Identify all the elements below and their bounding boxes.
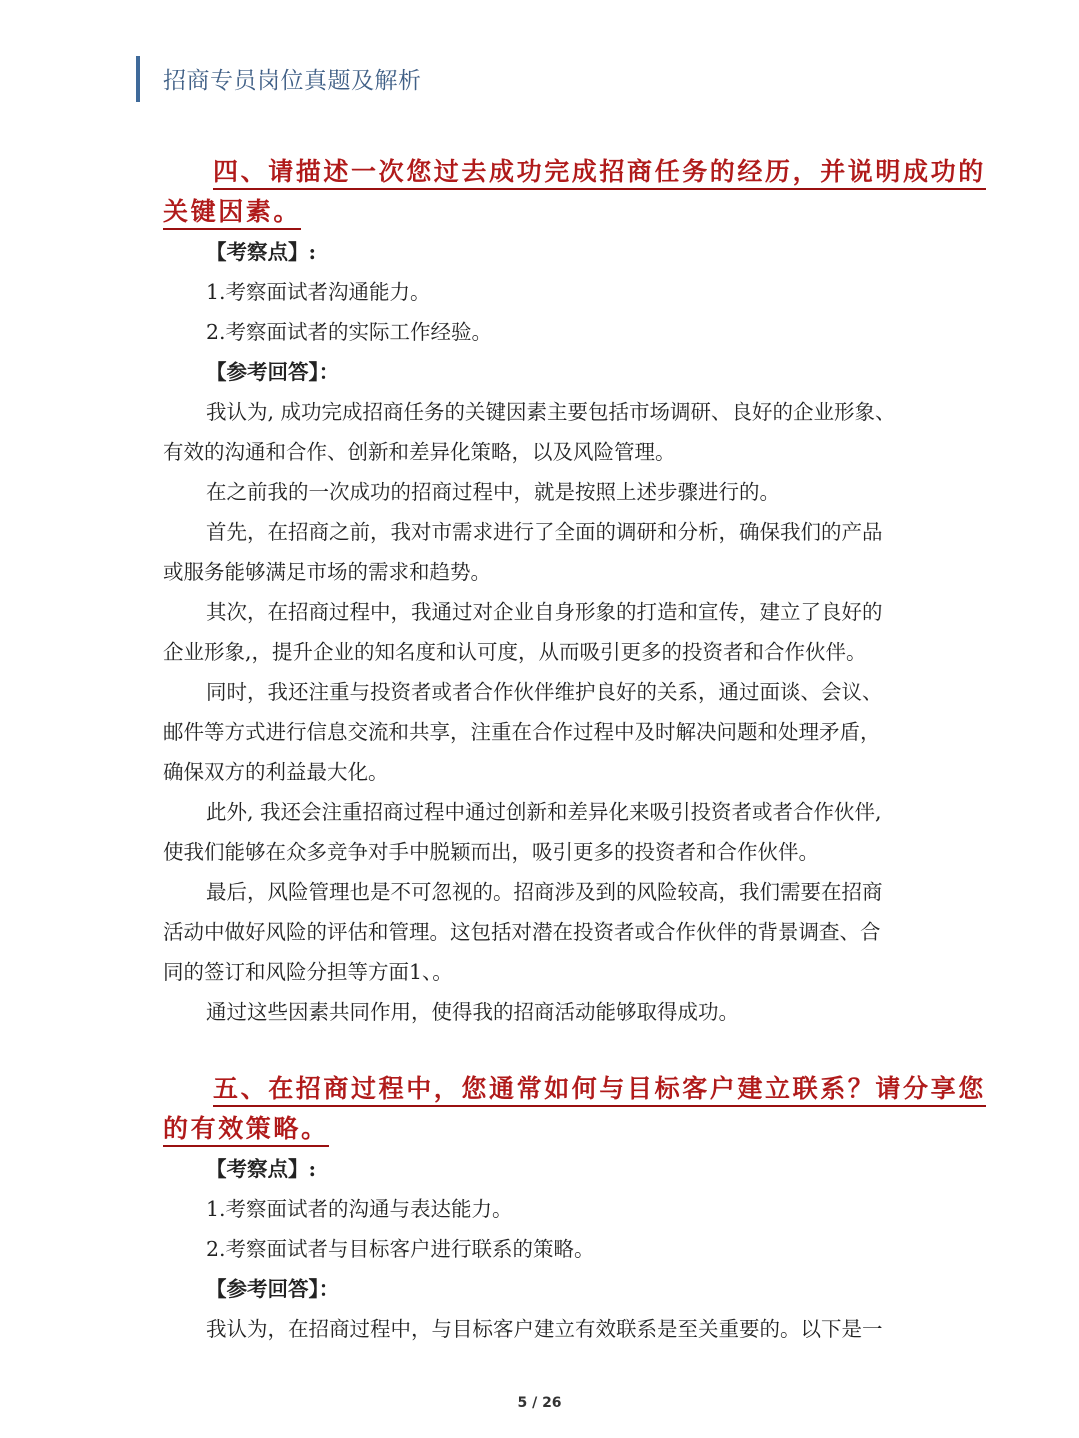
- paragraph-line: 我认为，在招商过程中，与目标客户建立有效联系是至关重要的。以下是一: [206, 1317, 883, 1341]
- page-number: [0, 1395, 1079, 1411]
- answer-paragraph: [163, 792, 923, 872]
- question-heading-text: 五、在招商过程中，您通常如何与目标客户建立联系？请分享您: [213, 1074, 986, 1107]
- assessment-point: 1.考察面试者的沟通与表达能力。: [206, 1197, 513, 1221]
- question-heading-line: [163, 1109, 923, 1149]
- paragraph-line: 通过这些因素共同作用，使得我的招商活动能够取得成功。: [206, 1000, 739, 1024]
- page-separator: /: [532, 1395, 538, 1411]
- paragraph-line: 同时，我还注重与投资者或者合作伙伴维护良好的关系，通过面谈、会议、: [206, 680, 883, 704]
- answer-paragraph: [163, 472, 923, 512]
- paragraph-line: 在之前我的一次成功的招商过程中，就是按照上述步骤进行的。: [206, 480, 780, 504]
- assessment-point: 1.考察面试者沟通能力。: [206, 280, 431, 304]
- paragraph-line: 同的签订和风险分担等方面1、。: [163, 960, 453, 984]
- answer-paragraph: [163, 392, 923, 472]
- paragraph-line: 确保双方的利益最大化。: [163, 760, 389, 784]
- question-heading-text: 关键因素。: [163, 197, 301, 230]
- answer-paragraph: [163, 512, 923, 592]
- header-accent-bar: [136, 56, 140, 102]
- question-heading-line: [163, 152, 986, 192]
- document-header-title: 招商专员岗位真题及解析: [163, 68, 422, 94]
- reference-answer-label: 【参考回答】：: [206, 360, 340, 384]
- question-heading-line: [163, 192, 923, 232]
- question-heading-text: 四、请描述一次您过去成功完成招商任务的经历，并说明成功的: [213, 157, 986, 190]
- paragraph-line: 我认为, 成功完成招商任务的关键因素主要包括市场调研、良好的企业形象、: [206, 400, 896, 424]
- assessment-point: 2.考察面试者的实际工作经验。: [206, 320, 493, 344]
- page-total: 26: [542, 1395, 562, 1411]
- assessment-points-label: 【考察点】:: [206, 240, 317, 264]
- question-section: [163, 152, 986, 1032]
- document-body: [163, 152, 986, 1349]
- paragraph-line: 最后，风险管理也是不可忽视的。招商涉及到的风险较高，我们需要在招商: [206, 880, 883, 904]
- paragraph-line: 有效的沟通和合作、创新和差异化策略，以及风险管理。: [163, 440, 676, 464]
- page-current: 5: [517, 1395, 528, 1411]
- assessment-point: 2.考察面试者与目标客户进行联系的策略。: [206, 1237, 595, 1261]
- paragraph-line: 企业形象,，提升企业的知名度和认可度，从而吸引更多的投资者和合作伙伴。: [163, 640, 867, 664]
- question-heading-line: [163, 1069, 986, 1109]
- reference-answer-label: 【参考回答】：: [206, 1277, 340, 1301]
- paragraph-line: 首先，在招商之前，我对市需求进行了全面的调研和分析，确保我们的产品: [206, 520, 883, 544]
- answer-paragraph: [163, 592, 923, 672]
- answer-paragraph: [163, 992, 923, 1032]
- paragraph-line: 此外, 我还会注重招商过程中通过创新和差异化来吸引投资者或者合作伙伴,: [206, 800, 882, 824]
- paragraph-line: 或服务能够满足市场的需求和趋势。: [163, 560, 491, 584]
- paragraph-line: 使我们能够在众多竞争对手中脱颖而出，吸引更多的投资者和合作伙伴。: [163, 840, 819, 864]
- question-heading-text: 的有效策略。: [163, 1114, 329, 1147]
- paragraph-line: 邮件等方式进行信息交流和共享，注重在合作过程中及时解决问题和处理矛盾，: [163, 720, 881, 744]
- answer-paragraph: [163, 872, 923, 992]
- assessment-points-label: 【考察点】:: [206, 1157, 317, 1181]
- question-section: [163, 1069, 986, 1349]
- paragraph-line: 其次，在招商过程中，我通过对企业自身形象的打造和宣传，建立了良好的: [206, 600, 883, 624]
- answer-paragraph: [163, 1309, 923, 1349]
- answer-paragraph: [163, 672, 923, 792]
- paragraph-line: 活动中做好风险的评估和管理。这包括对潜在投资者或合作伙伴的背景调查、合: [163, 920, 881, 944]
- section-spacer: [163, 1032, 923, 1069]
